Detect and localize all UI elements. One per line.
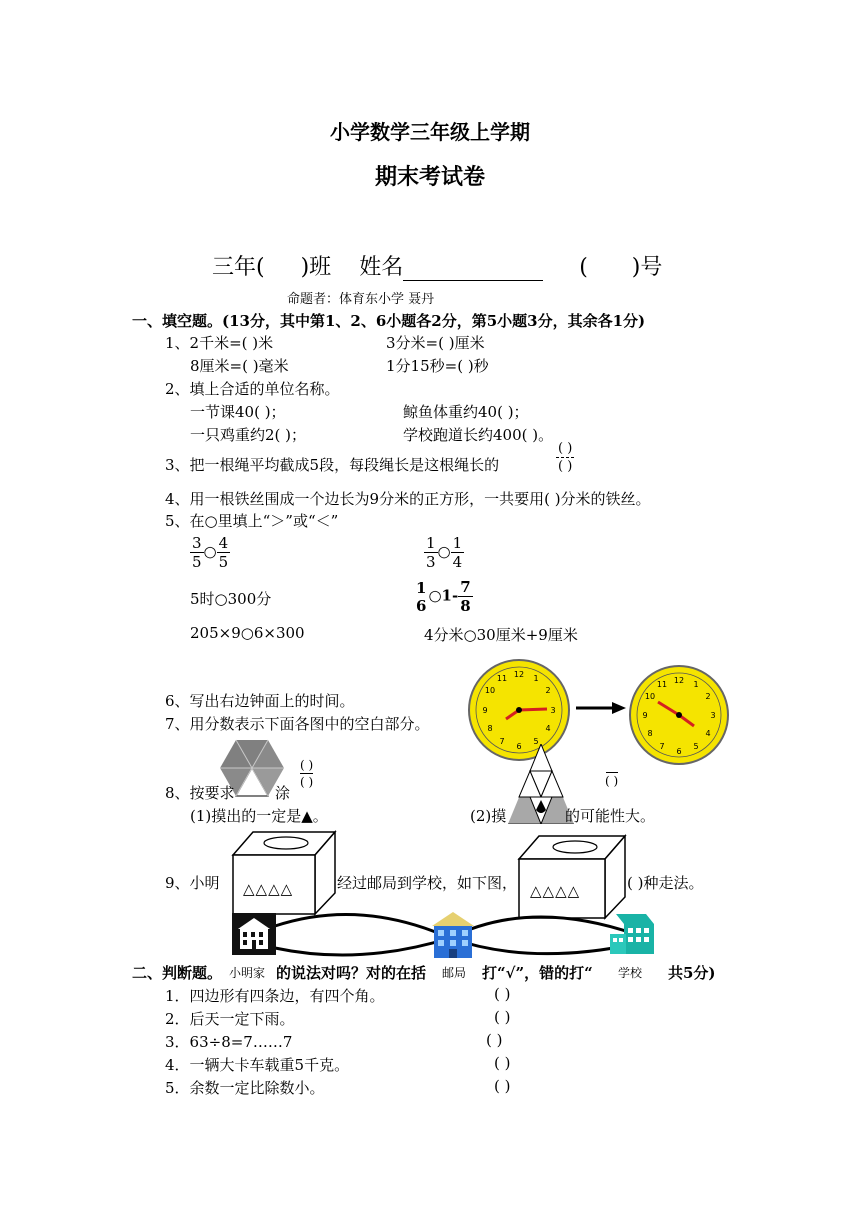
- list-item: 1．四边形有四条边，有四个角。: [165, 987, 385, 1005]
- q8-part2-b: 的可能性大。: [565, 807, 656, 825]
- paper-title: 小学数学三年级上学期: [330, 120, 530, 144]
- q9-text-c: ( )种走法。: [627, 874, 704, 892]
- svg-text:8: 8: [647, 729, 653, 738]
- svg-text:11: 11: [496, 674, 508, 683]
- svg-text:5: 5: [533, 737, 539, 746]
- svg-text:8: 8: [487, 724, 493, 733]
- svg-text:3: 3: [550, 706, 556, 715]
- label-school: 学校: [618, 966, 643, 980]
- q7-frac-den: ( ): [300, 775, 314, 789]
- q1-line2-b: 1分15秒=( )秒: [386, 357, 489, 375]
- author-line: 命题者：体育东小学 聂丹: [287, 292, 435, 307]
- q5-e: 205×9○6×300: [190, 624, 305, 642]
- q6-text: 6、写出右边钟面上的时间。: [165, 692, 355, 710]
- q7-frac-num: ( ): [300, 758, 314, 772]
- label-post-office: 邮局: [442, 966, 467, 980]
- student-info-line: [212, 250, 662, 281]
- svg-text:1: 1: [693, 680, 699, 689]
- label-home: 小明家: [229, 966, 266, 980]
- class-suffix: )班: [300, 255, 332, 280]
- list-item: 4．一辆大卡车载重5千克。: [165, 1056, 350, 1074]
- svg-text:6: 6: [676, 747, 682, 756]
- q5-b: $\frac{1}{3}$ ○ $\frac{1}{4}$: [426, 534, 463, 571]
- section2-title-d: 共5分): [668, 964, 716, 982]
- q2-text: 2、填上合适的单位名称。: [165, 380, 340, 398]
- q3-fraction: [556, 440, 574, 475]
- q2-d: 学校跑道长约400( )。: [403, 426, 554, 444]
- q5-d: 1 6 ○1- $\frac{7}{8}$: [416, 578, 471, 615]
- post-office-icon: [430, 910, 476, 960]
- number-open: (: [579, 255, 588, 280]
- section1-title: 一、填空题。(13分，其中第1、2、6小题各2分，第5小题3分，其余各1分): [132, 312, 646, 330]
- q5-f: 4分米○30厘米+9厘米: [424, 626, 578, 644]
- q5-c: 5时○300分: [190, 590, 272, 608]
- answer-blank[interactable]: ( ): [494, 985, 511, 1003]
- q9-text-b: 经过邮局到学校，如下图，: [337, 874, 518, 892]
- q8-part2-a: (2)摸: [470, 807, 507, 825]
- svg-text:4: 4: [705, 729, 711, 738]
- svg-text:10: 10: [484, 686, 496, 695]
- svg-text:3: 3: [710, 711, 716, 720]
- svg-text:4: 4: [545, 724, 551, 733]
- q1-line2-a: 8厘米=( )毫米: [190, 357, 289, 375]
- answer-blank[interactable]: ( ): [494, 1077, 511, 1095]
- q8-text-b: 涂: [275, 784, 291, 802]
- clock-right-icon: [628, 664, 730, 766]
- svg-text:9: 9: [642, 711, 648, 720]
- arrow-right-icon: [576, 700, 626, 716]
- q2-b: 鲸鱼体重约40( )；: [403, 403, 529, 421]
- svg-text:12: 12: [673, 676, 685, 685]
- number-close: )号: [631, 255, 663, 280]
- answer-blank[interactable]: ( ): [494, 1054, 511, 1072]
- answer-blank[interactable]: ( ): [486, 1031, 503, 1049]
- list-item: 3．63÷8=7……7: [165, 1033, 293, 1051]
- name-label: 姓名: [359, 255, 404, 280]
- section2-title-b: 的说法对吗？对的在括: [276, 964, 427, 982]
- svg-text:10: 10: [644, 692, 656, 701]
- box-left-triangles: △△△△: [243, 880, 294, 898]
- q5-text: 5、在○里填上“＞”或“＜”: [165, 512, 339, 530]
- q3-frac-den: ( ): [558, 459, 573, 474]
- q7-frac2-den: ( ): [605, 774, 619, 788]
- svg-text:9: 9: [482, 706, 488, 715]
- q1-line1-a: 1、2千米=( )米: [165, 334, 274, 352]
- q9-text-a: 9、小明: [165, 874, 220, 892]
- class-prefix: 三年(: [212, 255, 265, 280]
- svg-text:2: 2: [705, 692, 711, 701]
- svg-text:1: 1: [533, 674, 539, 683]
- svg-text:2: 2: [545, 686, 551, 695]
- list-item: 5．余数一定比除数小。: [165, 1079, 325, 1097]
- q7-fraction: [300, 757, 313, 790]
- section2-title-a: 二、判断题。: [132, 964, 223, 982]
- section2-title-c: 打“√”，错的打“: [482, 964, 593, 982]
- q1-line1-b: 3分米=( )厘米: [386, 334, 485, 352]
- name-blank[interactable]: [403, 258, 543, 281]
- svg-text:11: 11: [656, 680, 668, 689]
- svg-text:7: 7: [659, 742, 665, 751]
- q2-c: 一只鸡重约2( )；: [190, 426, 307, 444]
- q8-text-a: 8、按要求: [165, 784, 235, 802]
- school-icon: [606, 910, 656, 956]
- q3-frac-num: ( ): [558, 441, 573, 456]
- svg-text:7: 7: [499, 737, 505, 746]
- box-right-triangles: △△△△: [530, 882, 581, 900]
- home-icon: [232, 913, 276, 955]
- q2-a: 一节课40( )；: [190, 403, 286, 421]
- svg-text:12: 12: [513, 670, 525, 679]
- q7-text: 7、用分数表示下面各图中的空白部分。: [165, 715, 430, 733]
- svg-text:5: 5: [693, 742, 699, 751]
- list-item: 2．后天一定下雨。: [165, 1010, 295, 1028]
- paper-subtitle: 期末考试卷: [374, 164, 485, 190]
- q4-text: 4、用一根铁丝围成一个边长为9分米的正方形，一共要用( )分米的铁丝。: [165, 490, 651, 508]
- q8-part1: (1)摸出的一定是▲。: [190, 807, 328, 825]
- q3-text: 3、把一根绳平均截成5段，每段绳长是这根绳长的: [165, 456, 500, 474]
- q5-a: $\frac{3}{5}$ ○ $\frac{4}{5}$: [192, 534, 229, 571]
- answer-blank[interactable]: ( ): [494, 1008, 511, 1026]
- svg-text:6: 6: [516, 742, 522, 751]
- q7-fraction-2: [605, 764, 618, 789]
